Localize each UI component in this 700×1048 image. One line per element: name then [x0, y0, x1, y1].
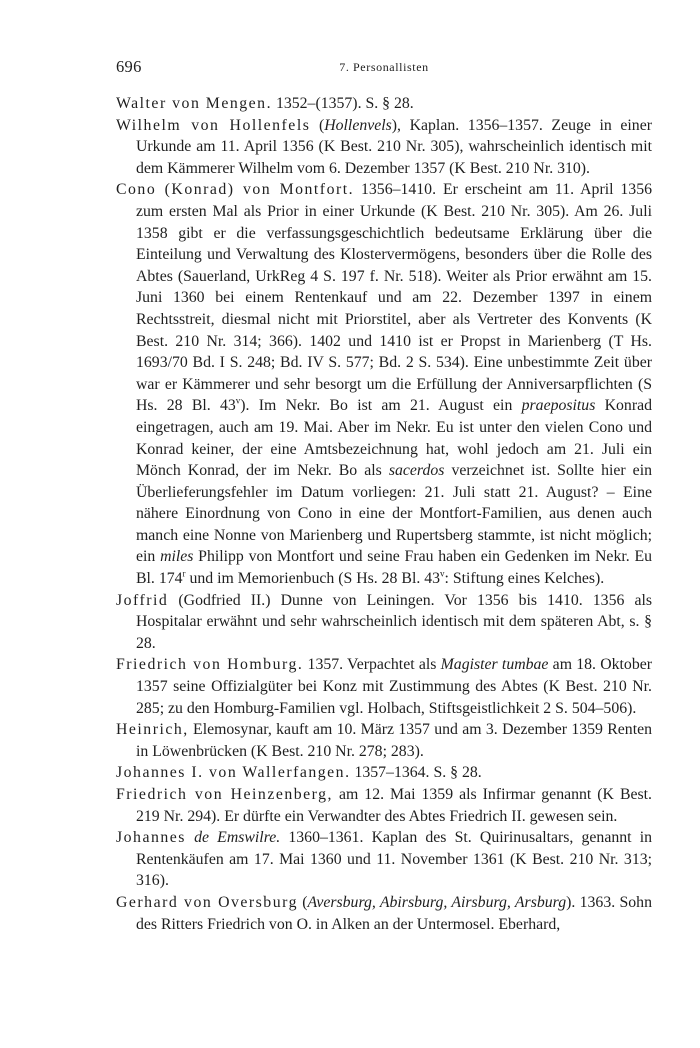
register-entry	[116, 654, 652, 719]
entry-name: Gerhard von Oversburg	[116, 893, 298, 911]
entry-name: Cono (Konrad) von Montfort.	[116, 181, 355, 199]
entry-italic-text: Magister tumbae	[440, 656, 549, 674]
entry-text: am 18. Oktober 1357 seine Offizialgüter bei Konz mit Zustimmung des Abtes (K Best. 210 Nr. 285; zu den Homburg-Familien vgl. Holbach, Stiftsgeistlichkeit 2 S. 504–506).	[136, 656, 652, 717]
entry-name: Friedrich von Homburg.	[116, 656, 304, 674]
entry-text: ), Kaplan. 1356–1357. Zeuge in einer Urkunde am 11. April 1356 (K Best. 210 Nr. 305), wahrscheinlich identisch mit dem Kämmerer Wilhelm vom 6. Dezember 1357 (K Best. 210 Nr. 310).	[136, 116, 652, 177]
entry-name: Walter von Mengen.	[116, 95, 273, 112]
register-entry	[116, 784, 652, 827]
entry-italic-text: Aversburg, Abirsburg, Airsburg, Arsburg	[307, 893, 567, 911]
entry-text: (	[297, 893, 308, 911]
entry-italic-text: de Emswilre.	[194, 829, 281, 847]
entry-text: (	[310, 116, 325, 134]
entry-superscript: v	[235, 396, 241, 407]
entry-text: verzeichnet ist. Sollte hier ein Überlieferungsfehler im Datum vorliegen: 21. Juli statt 21. August? – Eine nähere Einordnung von Cono in eine der Montfort-Familien, aus denen auch manch eine Nonne von Marienberg und Rupertsberg stammte, ist nicht möglich; ein	[136, 462, 652, 566]
entry-text: ). 1363. Sohn des Ritters Friedrich von O. in Alken an der Untermosel. Eberhard,	[136, 893, 652, 933]
register-entry	[116, 590, 652, 655]
page-number: 696	[116, 57, 142, 76]
entry-italic-text: praepositus	[521, 397, 596, 415]
entry-name: Johannes I. von Wallerfangen.	[116, 764, 351, 782]
entry-italic-text: Hollenvels	[324, 116, 392, 134]
register-entry	[116, 827, 652, 892]
register-entry	[116, 762, 652, 784]
entry-name: Wilhelm von Hollenfels	[116, 116, 311, 134]
entry-superscript: r	[182, 568, 186, 579]
entry-text: am 12. Mai 1359 als Infirmar genannt (K Best. 219 Nr. 294). Er dürfte ein Verwandter des Abtes Friedrich II. gewesen sein.	[136, 786, 653, 825]
entry-text	[186, 829, 194, 846]
entry-text: : Stiftung eines Kelches).	[444, 570, 605, 588]
entry-name: Johannes	[116, 829, 186, 847]
entry-text: ). Im Nekr. Bo ist am 21. August ein	[240, 397, 522, 415]
entry-superscript: v	[440, 568, 445, 579]
register-entry	[116, 93, 652, 115]
entry-italic-text: miles	[160, 548, 194, 566]
entry-text: und im Memorienbuch (S Hs. 28 Bl. 43	[185, 570, 441, 588]
entry-name: Joffrid	[116, 591, 169, 609]
page-header	[116, 57, 652, 81]
entry-text: 1357–1364. S. § 28.	[350, 764, 482, 782]
register-entry	[116, 892, 652, 935]
register-entry	[116, 719, 652, 762]
entry-text: Konrad eingetragen, auch am 19. Mai. Aber im Nekr. Eu ist unter den vielen Cono und Konrad keiner, der eine Amtsbezeichnung hat, wohl jedoch am 21. Juli ein Mönch Konrad, der im Nekr. Bo als	[136, 397, 653, 480]
running-head: 7. Personallisten	[339, 60, 429, 74]
entry-italic-text: sacerdos	[388, 462, 445, 480]
entry-list	[116, 93, 652, 935]
entry-text: 1356–1410. Er erscheint am 11. April 1356 zum ersten Mal als Prior in einer Urkunde (K Best. 210 Nr. 305). Am 26. Juli 1358 gibt er die verfassungsgeschichtlich bedeutsame Erklärung über die Einteilung und Verwaltung des Klostervermögens, besonders über die Rolle des Abtes (Sauerland, UrkReg 4 S. 197 f. Nr. 518). Weiter als Prior erwähnt am 15. Juni 1360 bei einem Rentenkauf und am 22. Dezember 1397 in einem Rechtsstreit, diesmal nicht mit Priorstitel, aber als Vertreter des Konvents (K Best. 210 Nr. 314; 366). 1402 und 1410 ist er Propst in Marienberg (T Hs. 1693/70 Bd. I S. 248; Bd. IV S. 577; Bd. 2 S. 534). Eine unbestimmte Zeit über war er Kämmerer und sehr besorgt um die Erfüllung der Anniversarpflichten (S Hs. 28 Bl. 43	[136, 181, 652, 415]
entry-text: 1352–(1357). S. § 28.	[272, 95, 414, 112]
entry-text: Philipp von Montfort und seine Frau haben ein Gedenken im Nekr. Eu Bl. 174	[136, 548, 652, 588]
entry-name: Friedrich von Heinzenberg,	[116, 786, 333, 803]
entry-name: Heinrich,	[116, 721, 189, 739]
register-entry	[116, 115, 652, 180]
entry-text: (Godfried II.) Dunne von Leiningen. Vor 1356 bis 1410. 1356 als Hospitalar erwähnt und sehr wahrscheinlich identisch mit dem späteren Abt, s. § 28.	[136, 591, 652, 652]
entry-text: 1357. Verpachtet als	[303, 656, 441, 674]
entry-text: Elemosynar, kauft am 10. März 1357 und am 3. Dezember 1359 Renten in Löwenbrücken (K Best. 210 Nr. 278; 283).	[136, 721, 652, 760]
register-entry	[116, 179, 652, 589]
entry-text: 1360–1361. Kaplan des St. Quirinusaltars, genannt in Rentenkäufen am 17. Mai 1360 und 11. November 1361 (K Best. 210 Nr. 313; 316).	[136, 829, 652, 890]
